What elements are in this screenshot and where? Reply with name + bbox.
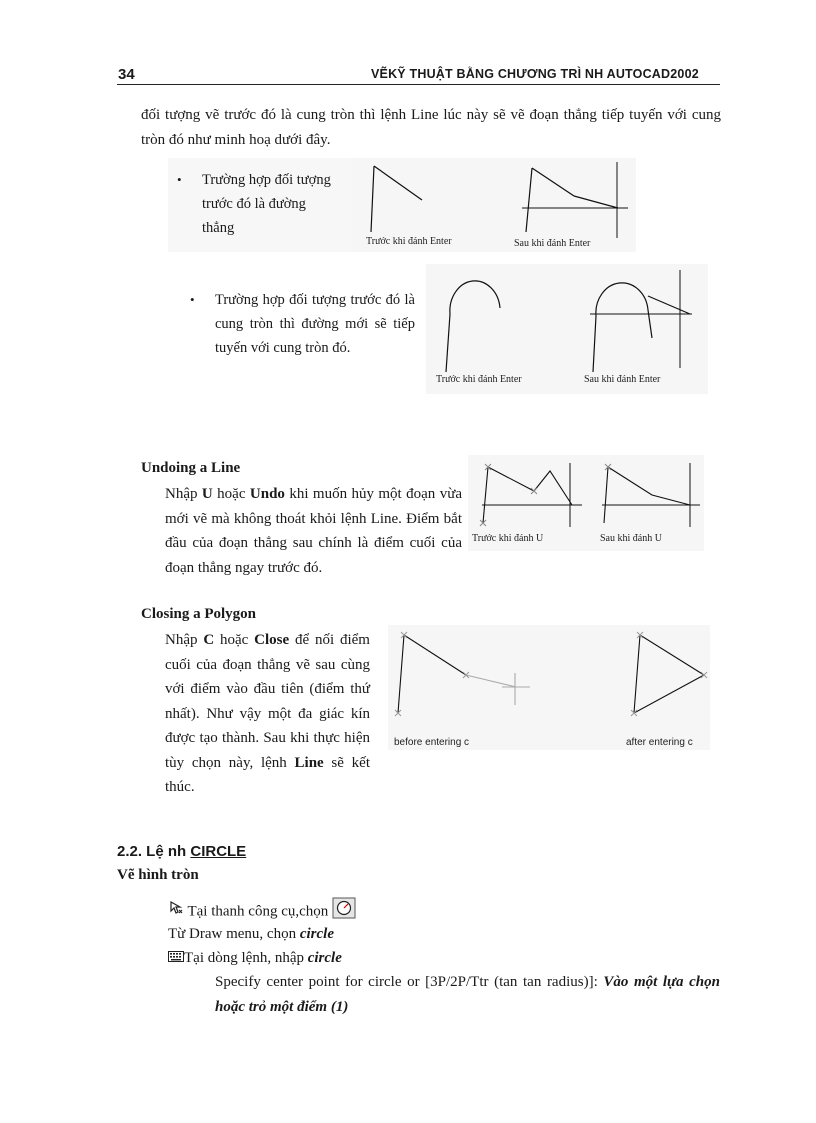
- menu-line: Từ Draw menu, chọn circle: [168, 926, 334, 942]
- pointer-hand-icon: [168, 900, 184, 924]
- fig2-after-vertical: [593, 316, 596, 372]
- fig2-after-tangent1: [648, 296, 690, 314]
- fig1-after-seg1: [532, 168, 574, 196]
- fig4-before-label: before entering c: [394, 737, 470, 748]
- fig3-before-vertical: [483, 467, 488, 523]
- fig4-after-label: after entering c: [626, 737, 693, 748]
- fig1-after-seg2: [574, 196, 618, 208]
- fig2-after-arc: [596, 283, 648, 316]
- bullet-2-text: Trường hợp đối tượng trước đó là cung tròn thì đường mới sẽ tiếp tuyến với cung tròn đó.: [215, 292, 415, 356]
- fig4-before-rubberband: [466, 675, 516, 687]
- fig1-before-diagonal: [374, 166, 422, 200]
- section-title: 2.2. Lệ nh CIRCLE: [117, 843, 247, 860]
- circle-tool-icon[interactable]: [332, 897, 356, 927]
- fig3-point-marker-2: [531, 488, 537, 494]
- close-paragraph: Nhập C hoặc Close để nối điểm cuối của đoạn thẳng vẽ sau cùng với điểm vào đầu tiên (điểm thứ nhất). Như vậy một đa giác kín được tạo thành. Sau khi thực hiện tùy chọn này, lệnh Line sẽ kết thúc.: [165, 632, 370, 795]
- fig4-before-vertical: [398, 635, 404, 713]
- bullet-dot-1: •: [177, 172, 182, 187]
- fig3-after-vertical: [604, 467, 608, 523]
- toolbar-text: Tại thanh công cụ,chọn: [187, 903, 329, 920]
- intro-paragraph: đối tượng vẽ trước đó là cung tròn thì lệnh Line lúc này sẽ vẽ đoạn thẳng tiếp tuyến với cung tròn đó như minh hoạ dưới đây.: [141, 107, 721, 148]
- fig2-before-vertical: [446, 314, 450, 372]
- fig3-before-polyline: [488, 467, 572, 505]
- fig2-after-label: Sau khi đánh Enter: [584, 374, 661, 385]
- running-title: VẼKỸ THUẬT BẰNG CHƯƠNG TRÌ NH AUTOCAD2002: [371, 67, 699, 81]
- fig4-after-side-bottom: [634, 675, 704, 713]
- command-value: circle: [307, 950, 342, 966]
- section-command: CIRCLE: [190, 843, 247, 860]
- fig4-after-side-top: [640, 635, 704, 675]
- header-rule: [117, 84, 720, 85]
- prompt-action: Vào một lựa chọn hoặc trỏ một điểm (1): [215, 974, 720, 1015]
- close-heading: Closing a Polygon: [141, 606, 257, 622]
- fig4-after-side-left: [634, 635, 640, 713]
- page-number: 34: [118, 66, 135, 83]
- figure-line-case: [352, 158, 636, 252]
- menu-value: circle: [299, 926, 334, 942]
- fig2-before-arc: [450, 281, 500, 314]
- keyboard-icon: [168, 947, 184, 971]
- command-line: Tại dòng lệnh, nhập circle: [168, 946, 342, 971]
- prompt-paragraph: Specify center point for circle or [3P/2P/Ttr (tan tan radius)]: Vào một lựa chọn hoặc trỏ một điểm (1): [215, 974, 720, 1015]
- fig3-after-polyline: [608, 467, 690, 505]
- fig1-after-label: Sau khi đánh Enter: [514, 238, 591, 249]
- figure-undo: [468, 455, 704, 551]
- fig3-before-label: Trước khi đánh U: [472, 533, 544, 544]
- undo-paragraph: Nhập U hoặc Undo khi muốn hủy một đoạn vừa mới vẽ mà không thoát khỏi lệnh Line. Điểm bắt đầu của đoạn thẳng sau chính là điểm cuối của đoạn thẳng ngay trước đó.: [165, 486, 462, 576]
- fig2-before-label: Trước khi đánh Enter: [436, 374, 522, 385]
- section-subheading: Vẽ hình tròn: [117, 867, 199, 883]
- bullet-1-text: Trường hợp đối tượng trước đó là đường thẳng: [202, 172, 331, 236]
- fig3-after-label: Sau khi đánh U: [600, 533, 662, 544]
- fig4-marker-5: [701, 672, 707, 678]
- bullet-dot-2: •: [190, 292, 195, 307]
- fig1-before-vertical: [371, 166, 374, 232]
- figure-arc-case: [426, 264, 708, 394]
- figure-close: [388, 625, 710, 750]
- fig1-before-label: Trước khi đánh Enter: [366, 236, 452, 247]
- fig1-after-vertical: [526, 168, 532, 232]
- fig4-before-seg1: [404, 635, 466, 675]
- undo-heading: Undoing a Line: [141, 460, 241, 476]
